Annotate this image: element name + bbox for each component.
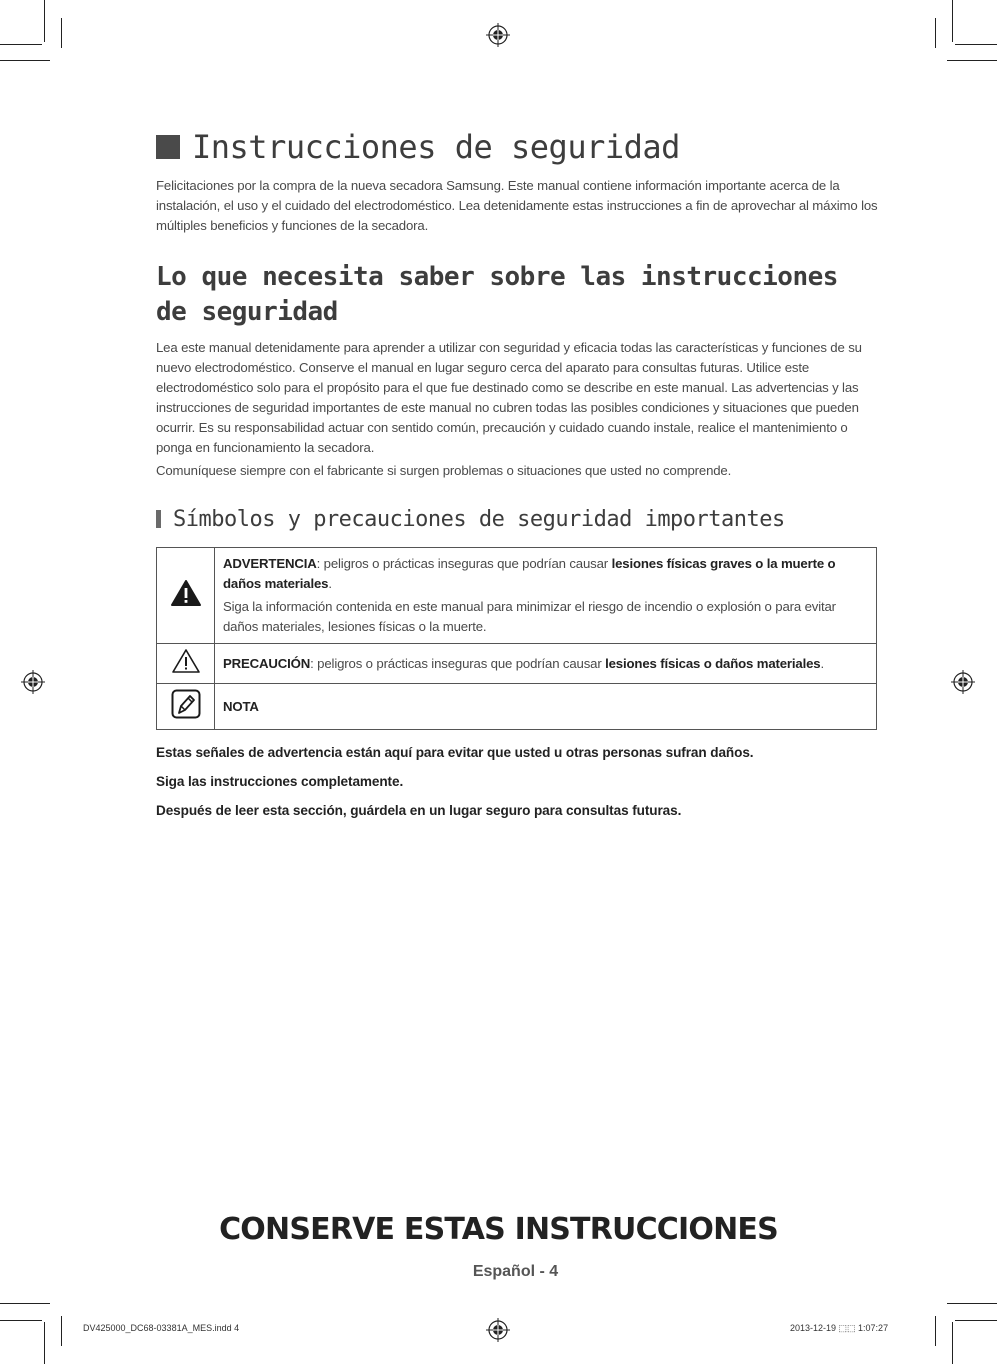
heading-bar-icon	[156, 510, 161, 528]
page-title	[156, 128, 878, 166]
crop-mark	[61, 1316, 62, 1346]
crop-mark	[955, 44, 997, 45]
table-row	[157, 644, 877, 684]
icon-cell	[157, 548, 215, 644]
crop-mark	[44, 1322, 45, 1364]
crop-mark	[0, 60, 50, 61]
crop-mark	[935, 1316, 936, 1346]
note-label: NOTA	[223, 698, 259, 714]
crop-mark	[947, 60, 997, 61]
icon-cell	[157, 644, 215, 684]
registration-mark-icon	[951, 670, 975, 694]
note-text-cell	[215, 684, 877, 730]
page-number: Español - 4	[472, 1263, 559, 1280]
crop-mark	[952, 1322, 953, 1364]
crop-mark	[44, 0, 45, 42]
symbols-table	[156, 547, 877, 730]
crop-mark	[935, 18, 936, 48]
safety-note: Siga las instrucciones completamente.	[156, 774, 404, 789]
page-title-text: Instrucciones de seguridad	[192, 128, 680, 166]
section-paragraph: Lea este manual detenidamente para aprender a utilizar con seguridad y eficacia todas las características y funciones de su nuevo electrodoméstico. Conserve el manual en lugar seguro cerca del aparato para consultas futuras. Utilice este electrodoméstico solo para el propósito para el que fue destinado como se describe en este manual. Las advertencias y las instrucciones de seguridad importantes de este manual no cubren todas las posibles condiciones y situaciones que pueden ocurrir. Es su responsabilidad actuar con sentido común, precaución y cuidado cuando instale, realice el mantenimiento o ponga en funcionamiento la secadora.	[156, 340, 862, 455]
print-slug-date: 2013-12-19 ⬚⬚ 1:07:27	[790, 1323, 889, 1333]
caution-text-cell	[215, 644, 877, 684]
footer-title: CONSERVE ESTAS INSTRUCCIONES	[219, 1212, 778, 1247]
print-slug-file: DV425000_DC68-03381A_MES.indd 4	[83, 1323, 240, 1333]
section-heading: Lo que necesita saber sobre las instrucciones de seguridad	[156, 262, 838, 327]
warning-emphasis: lesiones físicas graves o la muerte o daños materiales	[223, 556, 836, 591]
registration-mark-icon	[21, 670, 45, 694]
table-row	[157, 548, 877, 644]
crop-mark	[0, 44, 42, 45]
safety-note: Estas señales de advertencia están aquí para evitar que usted u otras personas sufran daños.	[156, 745, 754, 760]
symbols-heading-text: Símbolos y precauciones de seguridad importantes	[173, 506, 785, 532]
caution-text: : peligros o prácticas inseguras que podrían causar	[310, 655, 606, 671]
icon-cell	[157, 684, 215, 730]
crop-mark	[952, 0, 953, 42]
warning-subtext: Siga la información contenida en este manual para minimizar el riesgo de incendio o explosión o para evitar daños materiales, lesiones físicas o la muerte.	[223, 599, 836, 634]
crop-mark	[947, 1303, 997, 1304]
registration-mark-icon	[486, 1318, 510, 1342]
crop-mark	[0, 1320, 42, 1321]
warning-text: : peligros o prácticas inseguras que podrían causar	[316, 556, 612, 571]
table-row	[157, 684, 877, 730]
intro-paragraph: Felicitaciones por la compra de la nueva secadora Samsung. Este manual contiene información importante acerca de la instalación, el uso y el cuidado del electrodoméstico. Lea detenidamente estas instrucciones a fin de aprovechar al máximo los múltiples beneficios y funciones de la secadora.	[156, 178, 878, 233]
crop-mark	[955, 1320, 997, 1321]
section-paragraph: Comuníquese siempre con el fabricante si surgen problemas o situaciones que usted no comprende.	[156, 463, 732, 478]
symbols-heading	[156, 499, 878, 539]
caution-emphasis: lesiones físicas o daños materiales	[605, 655, 821, 671]
crop-mark	[61, 18, 62, 48]
caution-label: PRECAUCIÓN	[223, 655, 311, 671]
caution-end: .	[820, 655, 825, 671]
caution-outline-icon	[171, 648, 201, 674]
warning-label: ADVERTENCIA	[223, 556, 317, 571]
warning-end: .	[328, 576, 332, 591]
warning-text-cell	[215, 548, 877, 644]
note-pencil-icon	[171, 689, 201, 719]
safety-note: Después de leer esta sección, guárdela en un lugar seguro para consultas futuras.	[156, 803, 682, 818]
crop-mark	[0, 1303, 50, 1304]
registration-mark-icon	[486, 23, 510, 47]
page-content	[156, 128, 878, 821]
title-square-icon	[156, 135, 180, 159]
warning-filled-icon	[170, 579, 202, 607]
